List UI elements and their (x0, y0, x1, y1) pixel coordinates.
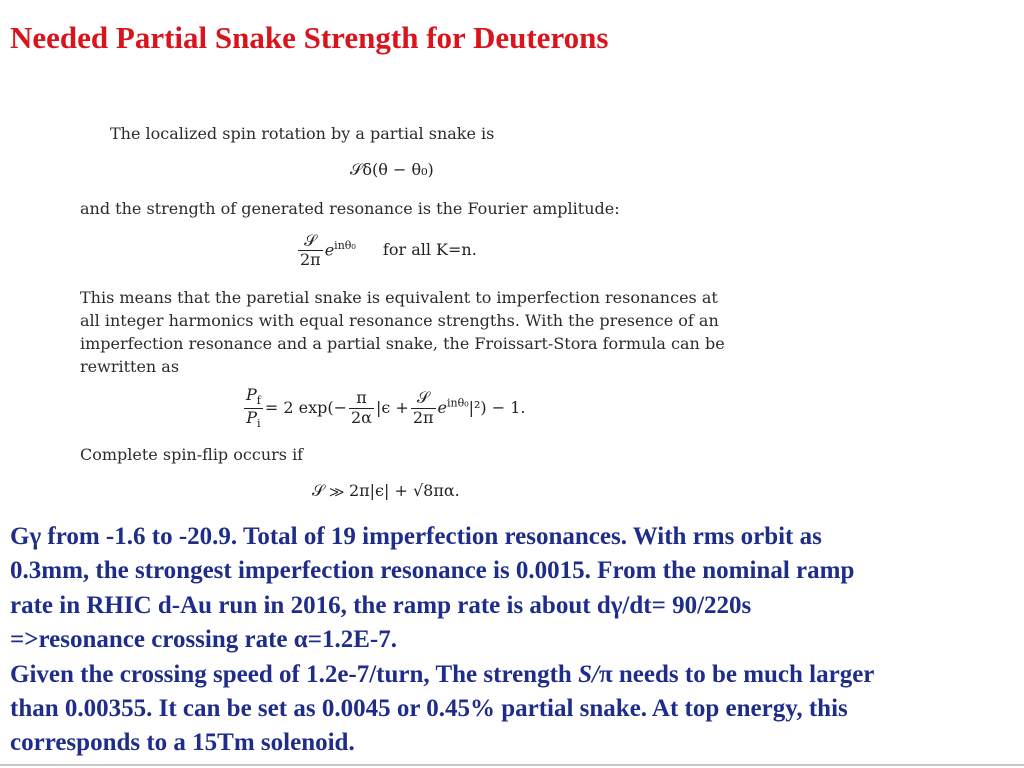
excerpt-paragraph-line4: rewritten as (80, 357, 180, 376)
excerpt-paragraph-line2: all integer harmonics with equal resonance strengths. With the presence of an (80, 311, 719, 330)
summary-line: Gγ from -1.6 to -20.9. Total of 19 imperfection resonances. With rms orbit as (10, 523, 822, 550)
summary-line: rate in RHIC d-Au run in 2016, the ramp rate is about dγ/dt= 90/220s (10, 591, 752, 619)
fraction-s-over-2pi-2: $\frac{\text{𝒮}}{2\pi}$ (412, 388, 434, 427)
bottom-divider (0, 764, 1024, 766)
equation-fourier-amplitude: $\frac{\text{𝒮}}{2\pi}$ $e^{in\theta_0}$ for all K=n. (300, 231, 477, 270)
equation-spin-rotation: 𝒮δ(θ − θ₀) (350, 160, 434, 179)
equation-condition: for all K=n. (382, 240, 477, 260)
excerpt-intro: The localized spin rotation by a partial snake is (110, 124, 495, 143)
equation-froissart-stora: $\frac{P_f}{P_i}$ = 2 exp(− $\frac{\pi}{2\alpha}$ |ϵ + $\frac{\text{𝒮}}{2\pi}$ $e^{in\theta_0}|^2) - 1$. (246, 385, 526, 431)
equation-spin-flip-condition: 𝒮 ≫ 2π|ϵ| + √8πα. (312, 481, 460, 500)
summary-line: corresponds to a 15Tm solenoid. (10, 729, 355, 757)
summary-line: Given the crossing speed of 1.2e-7/turn, The strength S/π needs to be much larger (10, 660, 875, 688)
excerpt-flip-text: Complete spin-flip occurs if (80, 445, 304, 464)
summary-text (10, 520, 1010, 761)
summary-line: than 0.00355. It can be set as 0.0045 or 0.45% partial snake. At top energy, this (10, 695, 848, 723)
excerpt-strength-text: and the strength of generated resonance is the Fourier amplitude: (80, 199, 620, 218)
fraction-pi-over-2alpha: $\frac{\pi}{2\alpha}$ (350, 388, 372, 427)
summary-line: 0.3mm, the strongest imperfection resonance is 0.0015. From the nominal ramp (10, 557, 855, 585)
excerpt-paragraph-line3: imperfection resonance and a partial snake, the Froissart-Stora formula can be (80, 334, 725, 353)
summary-line: =>resonance crossing rate α=1.2E-7. (10, 626, 397, 654)
fraction-pf-over-pi: $\frac{P_f}{P_i}$ (246, 385, 261, 431)
slide-title: Needed Partial Snake Strength for Deuterons (10, 20, 609, 55)
excerpt-paragraph-line1: This means that the paretial snake is equivalent to imperfection resonances at (80, 288, 718, 307)
fraction-s-over-2pi: $\frac{\text{𝒮}}{2\pi}$ (300, 231, 321, 270)
